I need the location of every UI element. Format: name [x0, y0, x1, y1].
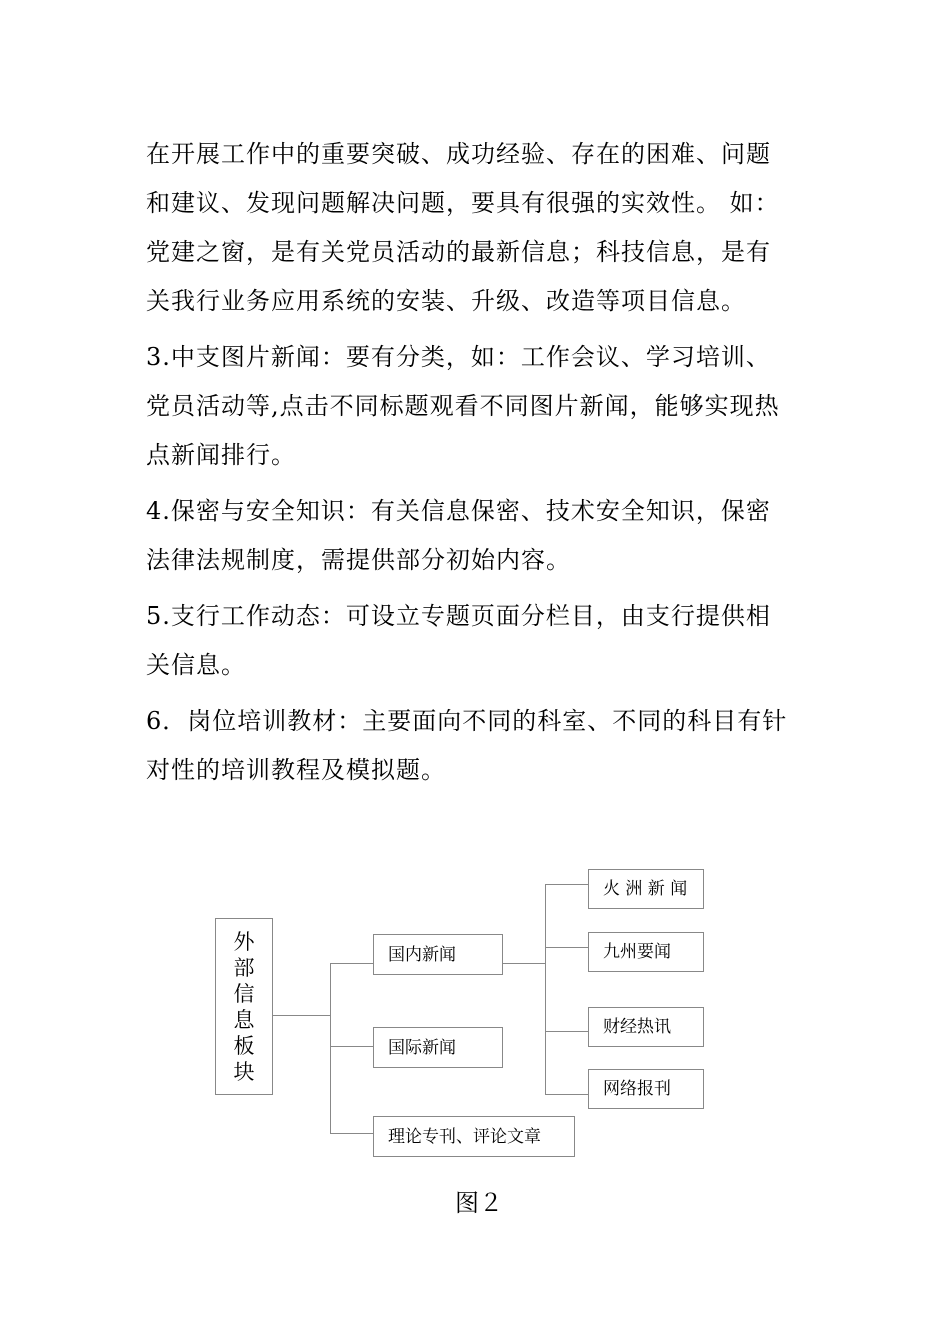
connector-line [273, 1015, 331, 1016]
text-line: 点新闻排行。 [146, 441, 296, 469]
text-line: 关我行业务应用系统的安装、升级、改造等项目信息。 [146, 287, 746, 315]
node-label: 理论专刊、评论文章 [388, 1126, 541, 1147]
connector-line [330, 963, 374, 964]
connector-line [330, 1133, 374, 1134]
text-line: 在开展工作中的重要突破、成功经验、存在的困难、问题 [146, 140, 771, 168]
connector-line [330, 1046, 374, 1047]
text-line: 关信息。 [146, 651, 246, 679]
text-line: 党员活动等,点击不同标题观看不同图片新闻，能够实现热 [146, 392, 780, 420]
node-label: 九州要闻 [603, 942, 671, 962]
root-char: 板 [233, 1033, 255, 1058]
connector-line [503, 963, 546, 964]
root-char: 块 [233, 1059, 255, 1084]
connector-line [545, 1031, 589, 1032]
node-label: 火 洲 新 闻 [603, 879, 688, 899]
node-leaf [588, 869, 704, 909]
node-label: 国际新闻 [388, 1037, 456, 1058]
figure-caption: 图２ [455, 1189, 503, 1217]
node-theory-articles [373, 1116, 575, 1157]
root-char: 外 [233, 929, 255, 954]
text-line: 和建议、发现问题解决问题，要具有很强的实效性。 如： [146, 189, 780, 217]
root-box [215, 918, 273, 1095]
root-char: 部 [233, 955, 255, 980]
connector-line [330, 963, 331, 1133]
text-line: 5.支行工作动态：可设立专题页面分栏目，由支行提供相 [146, 602, 771, 630]
text-line: 对性的培训教程及模拟题。 [146, 756, 446, 784]
connector-line [545, 947, 589, 948]
node-label: 财经热讯 [603, 1017, 671, 1037]
connector-line [545, 884, 546, 1095]
node-label: 国内新闻 [388, 944, 456, 965]
node-international-news [373, 1027, 503, 1068]
node-leaf [588, 932, 704, 972]
connector-line [545, 1094, 589, 1095]
node-domestic-news [373, 934, 503, 975]
text-line: 4.保密与安全知识：有关信息保密、技术安全知识，保密 [146, 497, 771, 525]
text-line: 6．岗位培训教材：主要面向不同的科室、不同的科目有针 [146, 707, 788, 735]
text-line: 法律法规制度，需提供部分初始内容。 [146, 546, 571, 574]
node-leaf [588, 1069, 704, 1109]
root-char: 息 [233, 1007, 255, 1032]
connector-line [545, 884, 589, 885]
text-line: 党建之窗，是有关党员活动的最新信息；科技信息，是有 [146, 238, 771, 266]
node-leaf [588, 1007, 704, 1047]
text-line: 3.中支图片新闻：要有分类，如：工作会议、学习培训、 [146, 343, 771, 371]
node-label: 网络报刊 [603, 1079, 671, 1099]
root-char: 信 [233, 981, 255, 1006]
